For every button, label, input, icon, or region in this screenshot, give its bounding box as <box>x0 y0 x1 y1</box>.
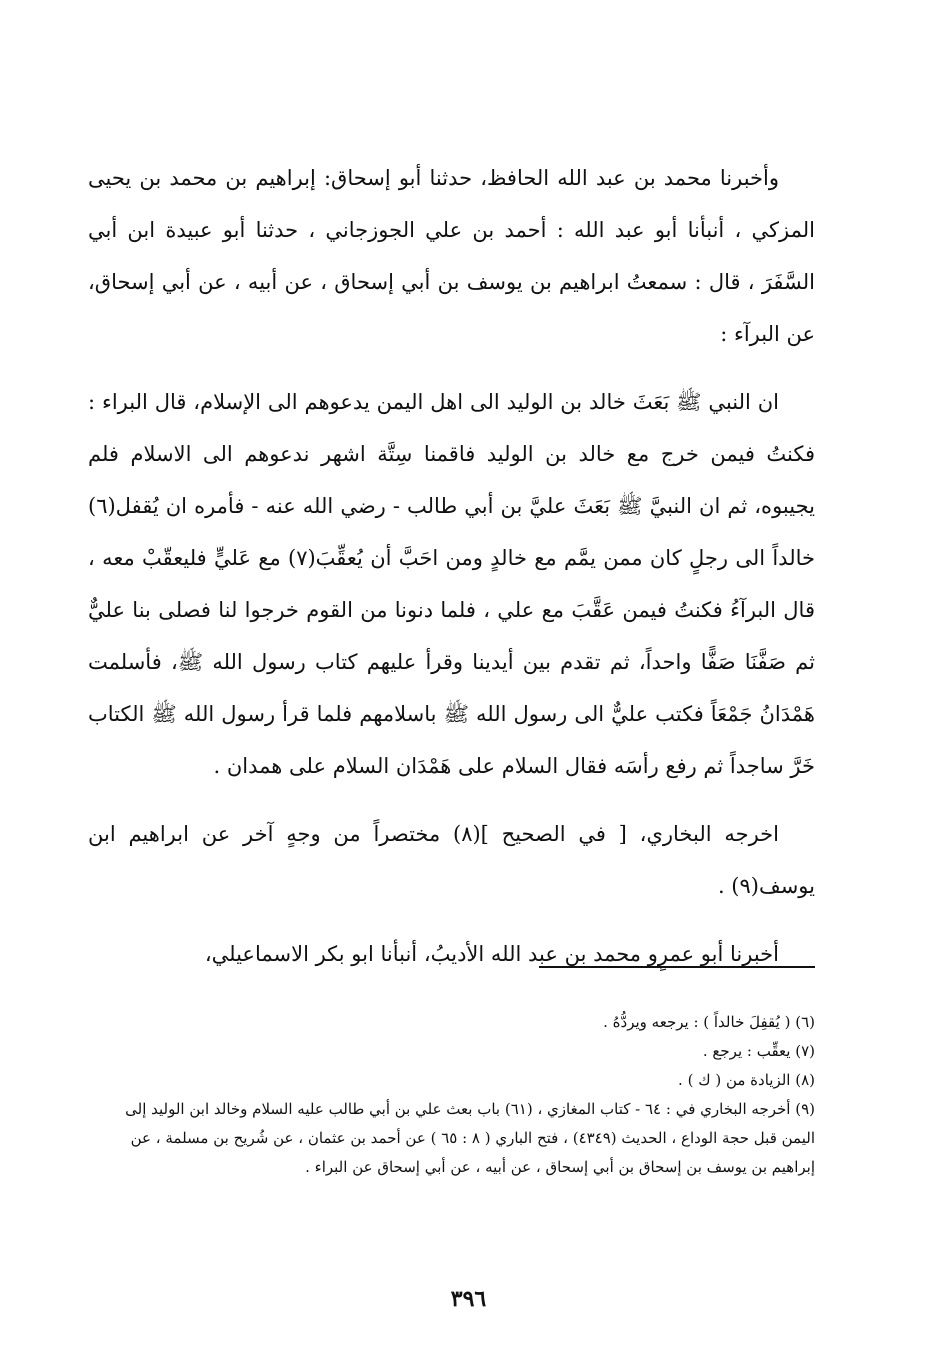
footnote-divider <box>539 966 815 968</box>
page-number: ٣٩٦ <box>450 1286 487 1312</box>
footnotes <box>92 1008 815 1182</box>
footnote-9: (٩) أخرجه البخاري في : ٦٤ - كتاب المغازي ، (٦١) باب بعث علي بن أبي طالب عليه السلام وخالد ابن الوليد إلى اليمن قبل حجة الوداع ، الحديث (٤٣٤٩) ، فتح الباري ( ٨ : ٦٥ ) عن أحمد بن عثمان ، عن شُريح بن مسلمة ، عن إبراهيم بن يوسف بن إسحاق بن أبي إسحاق ، عن أبيه ، عن أبي إسحاق عن البراء . <box>125 1100 815 1176</box>
paragraph-next-isnad: أخبرنا أبو عمرٍو محمد بن عبد الله الأديبُ، أنبأنا ابو بكر الاسماعيلي، <box>204 942 779 966</box>
paragraph-isnad: وأخبرنا محمد بن عبد الله الحافظ، حدثنا أبو إسحاق: إبراهيم بن محمد بن يحيى المزكي ، أنبأنا أبو عبد الله : أحمد بن علي الجوزجاني ، حدثنا أبو عبيدة ابن أبي السَّفَرَ ، قال : سمعتُ ابراهيم بن يوسف بن أبي إسحاق ، عن أبيه ، عن أبي إسحاق، عن البرآء : <box>88 166 815 346</box>
footnote-6: (٦) ( يُقفِلَ خالداً ) : يرجعه ويردُّهُ . <box>603 1013 815 1031</box>
main-text <box>88 152 815 980</box>
paragraph-hadith: ان النبي ﷺ بَعَثَ خالد بن الوليد الى اهل اليمن يدعوهم الى الإسلام، قال البراء : فكنتُ فيمن خرج مع خالد بن الوليد فاقمنا سِتَّة اشهر ندعوهم الى الاسلام فلم يجيبوه، ثم ان النبيَّ ﷺ بَعَثَ عليَّ بن أبي طالب - رضي الله عنه - فأمره ان يُقفل(٦) خالداً الى رجلٍ كان ممن يمَّم مع خالدٍ ومن احَبَّ أن يُعقِّبَ(٧) مع عَليٍّ فليعقّبْ معه ، قال البرآءُ فكنتُ فيمن عَقَّبَ مع علي ، فلما دنونا من القوم خرجوا لنا فصلى بنا عليٌّ ثم صَفَّنَا صَفًّا واحداً، ثم تقدم بين أيدينا وقرأ عليهم كتاب رسول الله ﷺ، فأسلمت هَمْدَانُ جَمْعَاً فكتب عليٌّ الى رسول الله ﷺ باسلامهم فلما قرأ رسول الله ﷺ الكتاب خَرَّ ساجداً ثم رفع رأسَه فقال السلام على هَمْدَان السلام على همدان . <box>88 390 815 778</box>
footnote-8: (٨) الزيادة من ( ك ) . <box>678 1071 815 1089</box>
footnote-7: (٧) يعقِّب : يرجع . <box>702 1042 815 1060</box>
paragraph-takhrij: اخرجه البخاري، [ في الصحيح ](٨) مختصراً من وجهٍ آخر عن ابراهيم ابن يوسف(٩) . <box>88 822 815 898</box>
